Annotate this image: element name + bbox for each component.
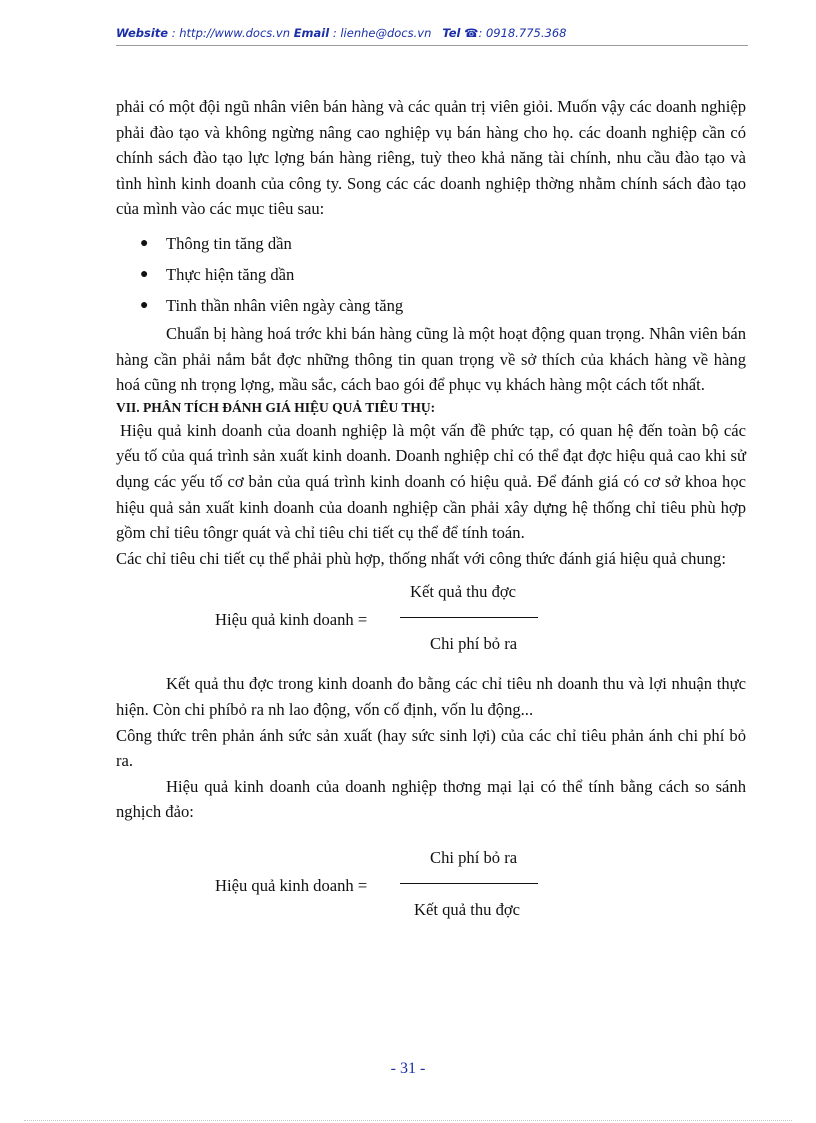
list-item: ● Thông tin tăng dần — [116, 228, 746, 259]
bullet-icon: ● — [140, 297, 149, 313]
list-item: ● Thực hiện tăng dần — [116, 259, 746, 290]
page-header — [116, 26, 748, 40]
page-number: - 31 - — [390, 1060, 426, 1077]
bullet-icon: ● — [140, 235, 149, 251]
tel-label: Tel — [442, 26, 461, 40]
paragraph-training: phải có một đội ngũ nhân viên bán hàng và các quản trị viên giỏi. Muốn vậy các doanh nghiệp phải đào tạo và không ngừng nâng cao nghiệp vụ bán hàng cho họ. các doanh nghiệp cần có chính sách đào tạo lực lợng bán hàng riêng, tuỳ theo khả năng tài chính, nhu cầu đào tạo và tình hình kinh doanh của công ty. Song các các doanh nghiệp thờng nhằm chính sách đào tạo của mình vào các mục tiêu sau: — [116, 97, 746, 219]
footer-divider — [24, 1120, 792, 1121]
section-title: VII. PHÂN TÍCH ĐÁNH GIÁ HIỆU QUẢ TIÊU THỤ: — [116, 399, 436, 415]
formula-efficiency — [116, 579, 746, 659]
paragraph-formula-note: Công thức trên phản ánh sức sản xuất (hay sức sinh lợi) của các chỉ tiêu phản ánh chi phí bỏ ra. — [116, 725, 746, 771]
email-label: Email — [293, 26, 330, 40]
bullet-icon: ● — [140, 266, 149, 282]
paragraph-inverse: Hiệu quả kinh doanh của doanh nghiệp thơng mại lại có thể tính bằng cách so sánh nghịch đảo: — [116, 776, 746, 822]
formula-lhs: Hiệu quả kinh doanh = — [215, 610, 368, 630]
formula-numerator: Kết quả thu đợc — [410, 582, 517, 602]
list-item: ● Tinh thần nhân viên ngày càng tăng — [116, 290, 746, 321]
formula-denominator: Chi phí bỏ ra — [430, 634, 518, 654]
header-divider — [116, 45, 748, 46]
website-url[interactable]: : http://www.docs.vn — [171, 26, 291, 40]
tel-value: : 0918.775.368 — [478, 26, 567, 40]
objectives-list — [116, 228, 746, 321]
paragraph-indicators: Các chỉ tiêu chi tiết cụ thể phải phù hợp, thống nhất với công thức đánh giá hiệu quả chung: — [116, 548, 726, 568]
paragraph-efficiency: Hiệu quả kinh doanh của doanh nghiệp là một vấn đề phức tạp, có quan hệ đến toàn bộ các yếu tố của quá trình sản xuất kinh doanh. Doanh nghiệp chỉ có thể đạt đợc hiệu quả cao khi sử dụng các yếu tố cơ bản của quá trình kinh doanh có hiệu quả. Để đánh giá có cơ sở khoa học hiệu quả sản xuất kinh doanh của doanh nghiệp cần phải xây dựng hệ thống chỉ tiêu phù hợp gồm chỉ tiêu tôngr quát và chỉ tiêu chi tiết cụ thể để tính toán. — [116, 420, 746, 543]
fraction-bar — [400, 617, 538, 618]
phone-icon: ☎ — [464, 26, 479, 40]
formula-numerator: Chi phí bỏ ra — [430, 847, 518, 867]
formula-inverse — [116, 845, 746, 925]
email-value[interactable]: : lienhe@docs.vn — [332, 26, 432, 40]
formula-denominator: Kết quả thu đợc — [414, 899, 521, 919]
website-label: Website — [116, 26, 169, 40]
formula-lhs: Hiệu quả kinh doanh = — [215, 875, 368, 895]
document-body — [116, 94, 746, 937]
paragraph-results: Kết quả thu đợc trong kinh doanh đo bằng các chỉ tiêu nh doanh thu và lợi nhuận thực hiện. Còn chi phíbỏ ra nh lao động, vốn cố định, vốn lu động... — [116, 674, 746, 719]
fraction-bar — [400, 883, 538, 884]
paragraph-preparation: Chuẩn bị hàng hoá trớc khi bán hàng cũng là một hoạt động quan trọng. Nhân viên bán hàng cần phải nắm bắt đợc những thông tin quan trọng về sở thích của khách hàng về hàng hoá cũng nh trọng lợng, mầu sắc, cách bao gói để phục vụ khách hàng một cách tốt nhất. — [116, 323, 746, 395]
